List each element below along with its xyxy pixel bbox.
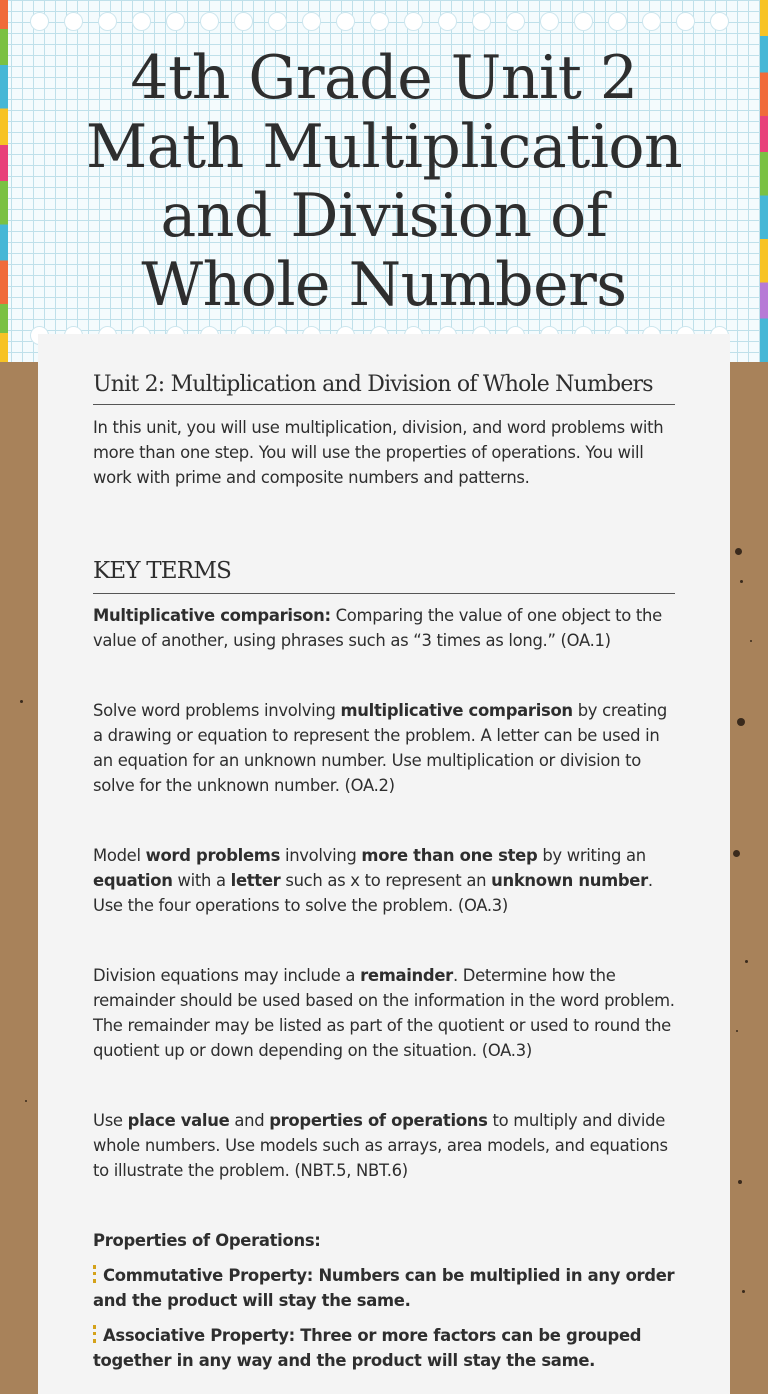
bold-term: multiplicative comparison	[340, 701, 573, 720]
texture-speck	[745, 960, 748, 963]
dotted-bullet-icon	[93, 1325, 99, 1343]
text: . Use the four operations to solve the problem. (OA.3)	[93, 871, 653, 915]
binder-hole	[540, 12, 559, 31]
texture-speck	[750, 640, 752, 642]
binder-hole	[302, 12, 321, 31]
text: involving	[280, 846, 362, 865]
property-text: Associative Property: Three or more factors can be grouped together in any way and the product will stay the same.	[93, 1326, 642, 1370]
text: by creating a drawing or equation to represent the problem. A letter can be used in an equation for an unknown number. Use multiplication or division to solve for the unknown number. (OA.2)	[93, 701, 668, 795]
bold-term: remainder	[360, 966, 453, 985]
term-multiplicative-comparison	[93, 603, 675, 653]
property-associative	[93, 1323, 675, 1373]
texture-speck	[733, 850, 740, 857]
binder-hole	[336, 12, 355, 31]
dotted-bullet-icon	[93, 1265, 99, 1283]
unit-heading: Unit 2: Multiplication and Division of Whole Numbers	[93, 372, 675, 405]
binder-hole	[98, 12, 117, 31]
text: Division equations may include a	[93, 966, 361, 985]
bold-term: properties of operations	[269, 1111, 488, 1130]
property-text: Commutative Property: Numbers can be multiplied in any order and the product will stay the same.	[93, 1266, 675, 1310]
property-commutative	[93, 1263, 675, 1313]
binder-hole	[166, 12, 185, 31]
right-color-stripe	[760, 0, 768, 362]
term-label: Multiplicative comparison:	[93, 606, 331, 625]
bold-term: place value	[127, 1111, 230, 1130]
texture-speck	[735, 548, 742, 555]
bold-term: more than one step	[361, 846, 538, 865]
paragraph-oa2	[93, 698, 675, 798]
text: such as x to represent an	[280, 871, 492, 890]
binder-hole	[608, 12, 627, 31]
properties-heading-text: Properties of Operations:	[93, 1231, 321, 1250]
unit-intro: In this unit, you will use multiplication, division, and word problems with more than one step. You will use the properties of operations. You will work with prime and composite numbers and patterns.	[93, 418, 664, 487]
binder-hole	[370, 12, 389, 31]
binder-hole	[642, 12, 661, 31]
binder-hole	[710, 12, 729, 31]
binder-hole	[472, 12, 491, 31]
binder-hole	[574, 12, 593, 31]
texture-speck	[737, 718, 745, 726]
properties-heading	[93, 1228, 675, 1253]
binder-hole	[200, 12, 219, 31]
text: Use	[93, 1111, 128, 1130]
text: to multiply and divide whole numbers. Use models such as arrays, area models, and equations to illustrate the problem. (NBT.5, NBT.6)	[93, 1111, 668, 1180]
texture-speck	[738, 1180, 742, 1184]
left-color-stripe	[0, 0, 8, 362]
binder-holes-top	[0, 12, 768, 32]
binder-hole	[506, 12, 525, 31]
binder-hole	[64, 12, 83, 31]
paragraph-oa3-word-problems	[93, 843, 675, 918]
texture-speck	[736, 1030, 738, 1032]
binder-hole	[132, 12, 151, 31]
texture-speck	[742, 1290, 745, 1293]
key-terms-heading: KEY TERMS	[93, 558, 675, 594]
bold-term: letter	[230, 871, 281, 890]
text: by writing an	[537, 846, 646, 865]
paragraph-nbt	[93, 1108, 675, 1183]
binder-hole	[234, 12, 253, 31]
texture-speck	[20, 700, 23, 703]
bold-term: unknown number	[491, 871, 648, 890]
page-title: 4th Grade Unit 2 Math Multiplication and Division of Whole Numbers	[85, 43, 683, 320]
content-card	[38, 334, 730, 1394]
bold-term: equation	[93, 871, 173, 890]
content-column	[93, 334, 675, 1373]
text: Model	[93, 846, 146, 865]
texture-speck	[740, 580, 743, 583]
binder-hole	[676, 12, 695, 31]
binder-hole	[438, 12, 457, 31]
binder-hole	[404, 12, 423, 31]
text: . Determine how the remainder should be used based on the information in the word problem. The remainder may be listed as part of the quotient or used to round the quotient up or down depending on the situation. (OA.3)	[93, 966, 675, 1060]
binder-hole	[30, 12, 49, 31]
bold-term: word problems	[145, 846, 281, 865]
texture-speck	[25, 1100, 27, 1102]
paragraph-oa3-remainder	[93, 963, 675, 1063]
binder-hole	[268, 12, 287, 31]
text: with a	[172, 871, 231, 890]
text: and	[229, 1111, 270, 1130]
text: Solve word problems involving	[93, 701, 341, 720]
header-banner	[0, 0, 768, 362]
term-definition: Comparing the value of one object to the value of another, using phrases such as “3 times as long.” (OA.1)	[93, 606, 662, 650]
